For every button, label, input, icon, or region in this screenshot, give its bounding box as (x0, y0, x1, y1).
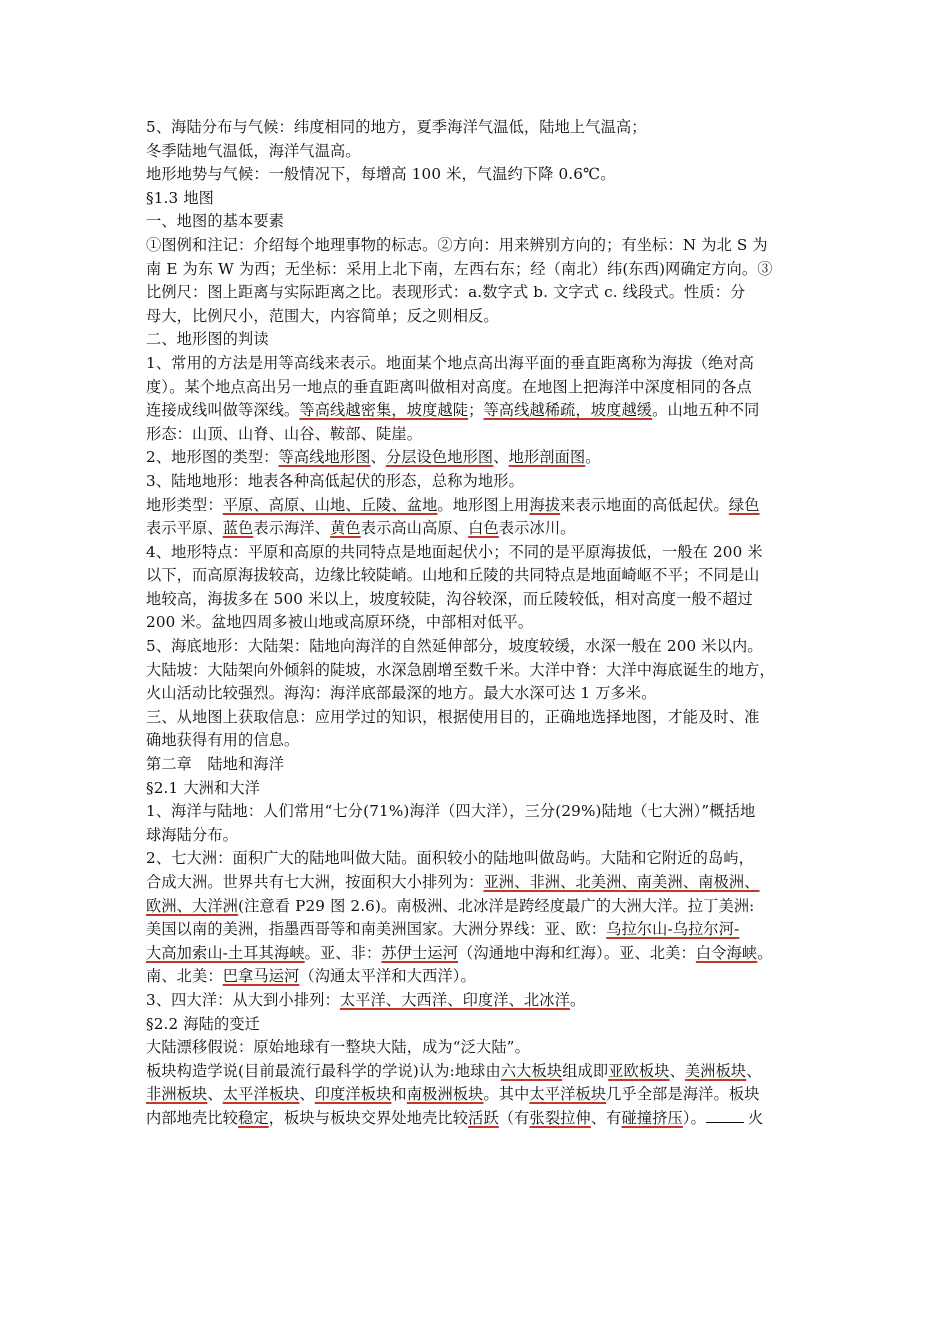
underlined-key-term: 非洲板块 (146, 1085, 208, 1104)
underlined-key-term: 太平洋、大西洋、印度洋、北冰洋 (339, 990, 570, 1009)
text-segment: （有 (498, 1108, 530, 1127)
underlined-key-term: 分层设色地形图 (385, 448, 494, 467)
text-segment: 、 (746, 1061, 762, 1080)
text-line (146, 1036, 810, 1060)
underlined-key-term: 张裂拉伸 (529, 1108, 591, 1127)
underlined-key-term: 白令海峡 (695, 943, 758, 962)
text-segment: 和 (391, 1085, 407, 1104)
text-line (146, 588, 810, 612)
text-line (146, 187, 810, 211)
underlined-key-term: 碰撞挤压 (621, 1108, 683, 1127)
text-segment: 、 (669, 1061, 685, 1080)
underlined-key-term: 绿色 (728, 495, 760, 514)
underlined-key-term: 亚洲、非洲、北美洲、南美洲、南极洲、 (483, 873, 760, 891)
text-segment: 第二章 陆地和海洋 (146, 755, 285, 774)
underlined-key-term: 亚欧板块 (608, 1061, 670, 1080)
text-line (146, 989, 810, 1013)
text-segment: 。 (757, 943, 773, 962)
text-segment: 、有 (590, 1108, 622, 1127)
text-segment: 5、海底地形：大陆架：陆地向海洋的自然延伸部分，坡度较缓，水深一般在 200 米以内。 (146, 637, 763, 656)
text-line (146, 470, 810, 494)
text-line (146, 517, 810, 541)
text-segment: 二、地形图的判读 (146, 330, 269, 349)
text-segment: 3、陆地地形：地表各种高低起伏的形态，总称为地形。 (146, 471, 524, 490)
text-segment: §1.3 地图 (146, 188, 214, 207)
text-segment: 来表示地面的高低起伏。 (560, 495, 729, 514)
text-segment: §2.1 大洲和大洋 (146, 778, 261, 797)
text-segment: 以下，而高原海拔较高，边缘比较陡峭。山地和丘陵的共同特点是地面崎岖不平；不同是山 (146, 566, 760, 585)
text-segment: 表示海洋、 (253, 519, 331, 538)
text-segment: 4、地形特点：平原和高原的共同特点是地面起伏小；不同的是平原海拔低，一般在 200 米 (146, 542, 763, 561)
text-segment: 2、七大洲：面积广大的陆地叫做大陆。面积较小的陆地叫做岛屿。大陆和它附近的岛屿， (146, 849, 754, 868)
underlined-key-term: 稳定 (238, 1108, 269, 1127)
text-line (146, 140, 810, 164)
text-line (146, 800, 810, 824)
document-page (146, 116, 810, 1131)
text-segment: 南、北美： (146, 967, 223, 986)
text-line (146, 494, 810, 518)
text-line (146, 965, 810, 989)
text-segment: 表示冰川。 (498, 519, 576, 538)
text-line (146, 871, 810, 895)
text-segment: 、 (493, 448, 509, 467)
text-line (146, 682, 810, 706)
fill-in-blank (706, 1108, 744, 1123)
text-segment: (注意看 P29 图 2.6)。南极洲、北冰洋是跨经度最广的大洲大洋。拉丁美洲: (238, 896, 755, 915)
text-segment: 地形类型： (146, 495, 223, 514)
text-segment: 。 (569, 990, 586, 1009)
text-line (146, 376, 810, 400)
text-segment: 5、海陆分布与气候：纬度相同的地方，夏季海洋气温低，陆地上气温高； (146, 118, 647, 136)
text-segment: 、 (370, 448, 386, 467)
text-segment: 组成即 (562, 1061, 609, 1080)
text-line (146, 305, 810, 329)
underlined-key-term: 太平洋板块 (222, 1085, 300, 1104)
text-segment: 三、从地图上获取信息：应用学过的知识，根据使用目的，正确地选择地图，才能及时、准 (146, 707, 760, 726)
text-segment: 母大，比例尺小，范围大，内容简单；反之则相反。 (146, 306, 499, 325)
text-segment: 地较高，海拔多在 500 米以上，坡度较陡，沟谷较深，而丘陵较低，相对高度一般不超过 (146, 589, 753, 608)
text-line (146, 611, 810, 635)
text-line (146, 753, 810, 777)
underlined-key-term: 等高线越稀疏，坡度越缓 (483, 401, 653, 420)
underlined-key-term: 巴拿马运河 (222, 967, 300, 986)
text-line (146, 942, 810, 966)
text-line (146, 895, 810, 919)
text-line (146, 258, 810, 282)
text-segment: 200 米。盆地四周多被山地或高原环绕，中部相对低平。 (146, 613, 534, 632)
underlined-key-term: 大高加索山-土耳其海峡 (146, 943, 305, 962)
underlined-key-term: 苏伊士运河 (381, 943, 459, 962)
text-segment: 一、地图的基本要素 (146, 212, 285, 231)
text-segment: 连接成线叫做等深线。 (146, 401, 300, 420)
text-segment: ； (468, 401, 484, 420)
underlined-key-term: 地形剖面图 (508, 448, 586, 467)
text-line (146, 1013, 810, 1037)
text-line (146, 234, 810, 258)
underlined-key-term: 白色 (468, 519, 499, 538)
text-segment: 冬季陆地气温低，海洋气温高。 (146, 141, 361, 160)
text-segment: 1、海洋与陆地：人们常用“七分(71%)海洋（四大洋），三分(29%)陆地（七大洲）”概括地 (146, 802, 756, 821)
text-segment: 形态：山顶、山脊、山谷、鞍部、陡崖。 (146, 424, 423, 443)
underlined-key-term: 印度洋板块 (314, 1085, 392, 1104)
text-segment: 。 (585, 448, 601, 467)
text-segment: 。亚、非： (304, 943, 382, 962)
text-line (146, 729, 810, 753)
text-segment: 火 (747, 1108, 764, 1127)
text-segment: 表示平原、 (146, 519, 223, 538)
text-segment: （沟通地中海和红海）。亚、北美： (458, 943, 696, 962)
text-segment: ，板块与板块交界处地壳比较 (268, 1108, 469, 1127)
text-segment: 球海陆分布。 (146, 825, 239, 844)
text-line (146, 281, 810, 305)
text-line (146, 777, 810, 801)
underlined-key-term: 乌拉尔山-乌拉尔河- (606, 920, 740, 939)
text-line (146, 824, 810, 848)
underlined-key-term: 美洲板块 (684, 1061, 747, 1080)
text-segment: 度）。某个地点高出另一地点的垂直距离叫做相对高度。在地图上把海洋中深度相同的各点 (146, 377, 752, 396)
underlined-key-term: 等高线地形图 (278, 448, 371, 467)
text-line (146, 918, 810, 942)
text-segment: 表示高山高原、 (360, 519, 469, 538)
text-segment: 2、地形图的类型： (146, 448, 279, 467)
text-segment: （沟通太平洋和大西洋）。 (299, 967, 476, 986)
text-segment: 。山地五种不同 (652, 401, 760, 420)
underlined-key-term: 活跃 (468, 1108, 499, 1127)
text-segment: 合成大洲。世界共有七大洲，按面积大小排列为： (146, 873, 484, 891)
text-segment: 几乎全部是海洋。板块 (606, 1085, 760, 1104)
text-segment: 3、四大洋：从大到小排列： (146, 990, 340, 1009)
text-segment: 地形地势与气候：一般情况下，每增高 100 米，气温约下降 0.6℃。 (146, 165, 616, 184)
underlined-key-term: 六大板块 (500, 1061, 563, 1080)
text-segment: 大陆漂移假说：原始地球有一整块大陆，成为“泛大陆”。 (146, 1038, 530, 1057)
underlined-key-term: 欧洲、大洋洲 (146, 896, 239, 915)
text-line (146, 352, 810, 376)
text-line (146, 1060, 810, 1084)
text-line (146, 564, 810, 588)
text-line (146, 399, 810, 423)
text-segment: 、 (299, 1085, 315, 1104)
underlined-key-term: 蓝色 (222, 519, 254, 538)
text-segment: 1、常用的方法是用等高线来表示。地面某个地点高出海平面的垂直距离称为海拔（绝对高 (146, 353, 754, 372)
text-line (146, 706, 810, 730)
text-line (146, 423, 810, 447)
text-segment: ①图例和注记：介绍每个地理事物的标志。②方向：用来辨别方向的；有坐标：N 为北 S 为 (146, 235, 768, 254)
text-segment: 板块构造学说(目前最流行最科学的学说)认为:地球由 (146, 1061, 501, 1080)
text-line (146, 541, 810, 565)
text-line (146, 847, 810, 871)
text-segment: 火山活动比较强烈。海沟：海洋底部最深的地方。最大水深可达 1 万多米。 (146, 684, 657, 703)
text-line (146, 1107, 810, 1131)
text-segment: 。其中 (483, 1085, 530, 1104)
text-segment: 美国以南的美洲，指墨西哥等和南美洲国家。大洲分界线：亚、欧： (146, 920, 607, 939)
text-segment: 内部地壳比较 (146, 1108, 239, 1127)
text-segment: 比例尺：图上距离与实际距离之比。表现形式：a.数字式 b. 文字式 c. 线段式。性质：分 (146, 283, 746, 302)
underlined-key-term: 南极洲板块 (406, 1085, 484, 1104)
underlined-key-term: 等高线越密集，坡度越陡 (299, 401, 469, 420)
text-segment: 确地获得有用的信息。 (146, 731, 300, 750)
underlined-key-term: 黄色 (330, 519, 361, 538)
text-segment: ）。 (682, 1108, 706, 1127)
text-segment: 南 E 为东 W 为西；无坐标：采用上北下南，左西右东；经（南北）纬(东西)网确定方向。③ (146, 259, 773, 278)
text-segment: 大陆坡：大陆架向外倾斜的陡坡，水深急剧增至数千米。大洋中脊：大洋中海底诞生的地方， (146, 660, 775, 679)
text-line (146, 163, 810, 187)
text-line (146, 116, 810, 140)
text-line (146, 659, 810, 683)
text-line (146, 1083, 810, 1107)
text-segment: 。地形图上用 (437, 495, 530, 514)
text-line (146, 635, 810, 659)
underlined-key-term: 太平洋板块 (529, 1085, 607, 1104)
text-line (146, 210, 810, 234)
text-segment: §2.2 海陆的变迁 (146, 1014, 261, 1033)
underlined-key-term: 平原、高原、山地、丘陵、盆地 (222, 495, 438, 514)
text-segment: 、 (207, 1085, 223, 1104)
text-line (146, 328, 810, 352)
underlined-key-term: 海拔 (529, 495, 561, 514)
text-line (146, 446, 810, 470)
